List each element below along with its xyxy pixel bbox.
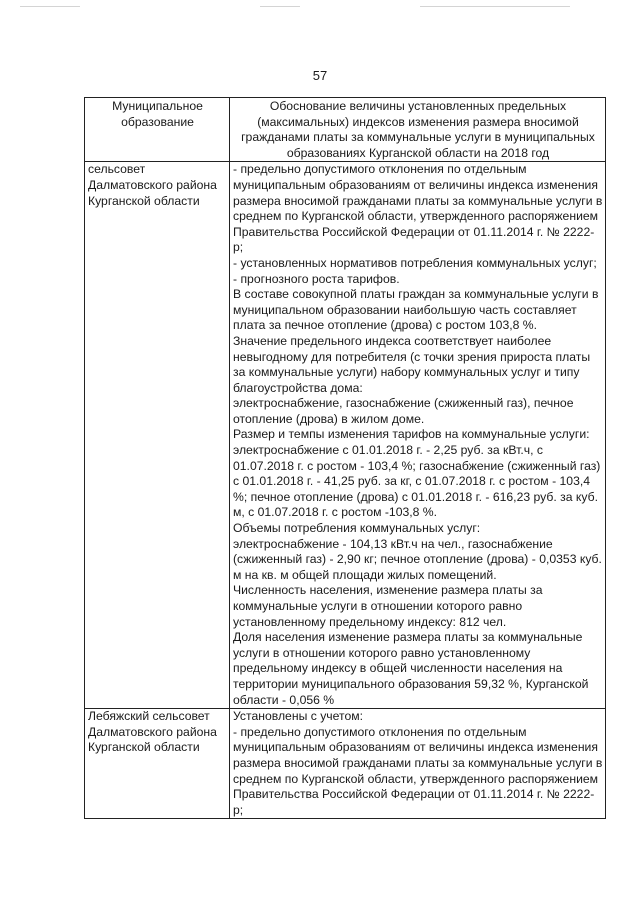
scan-artifact xyxy=(260,6,300,7)
table-row xyxy=(85,162,606,709)
justification-paragraph: - предельно допустимого отклонения по отдельным муниципальным образованиям от величины индекса изменения размера вносимой гражданами платы за коммунальные услуги в среднем по Курганской области, утвержденного распоряжением Правительства Российской Федерации от 01.11.2014 г. № 2222-р; xyxy=(233,162,603,255)
justification-paragraph: Размер и темпы изменения тарифов на коммунальные услуги: xyxy=(233,427,590,442)
municipality-name: сельсовет Далматовского района Курганской области xyxy=(85,162,230,709)
table-row xyxy=(85,709,606,819)
scan-artifact xyxy=(20,6,80,7)
justification-paragraph: - установленных нормативов потребления коммунальных услуг; xyxy=(233,255,597,270)
justification-paragraph: - прогнозного роста тарифов. xyxy=(233,271,400,286)
justification-paragraph: Доля населения изменение размера платы за коммунальные услуги в отношении которого равно установленному предельному индексу в общей численности населения на территории муниципального образования 59,32 %, Курганской области - 0,056 % xyxy=(233,630,589,707)
justification-paragraph: электроснабжение - 104,13 кВт.ч на чел., газоснабжение (сжиженный газ) - 2,90 кг; печное отопление (дрова) - 0,0353 куб. м на кв. м общей площади жилых помещений. xyxy=(233,536,602,582)
justification-paragraph: Значение предельного индекса соответствует наиболее невыгодному для потребителя (с точки зрения прироста платы за коммунальные услуги) набору коммунальных услуг и типу благоустройства дома: xyxy=(233,333,591,395)
justification-paragraph: В составе совокупной платы граждан за коммунальные услуги в муниципальном образовании наибольшую часть составляет плата за печное отопление (дрова) с ростом 103,8 %. xyxy=(233,287,599,333)
justification-paragraph: Объемы потребления коммунальных услуг: xyxy=(233,521,481,536)
justification-cell xyxy=(230,162,606,709)
justification-paragraph: Численность населения, изменение размера платы за коммунальные услуги в отношении которого равно установленному предельному индексу: 812 чел. xyxy=(233,583,543,629)
page-number: 57 xyxy=(312,68,328,83)
justification-cell xyxy=(230,709,606,819)
header-municipality: Муниципальное образование xyxy=(85,98,230,162)
table-header-row xyxy=(85,98,606,162)
justification-paragraph: электроснабжение с 01.01.2018 г. - 2,25 руб. за кВт.ч, с 01.07.2018 г. с ростом - 103,4 %; газоснабжение (сжиженный газ) с 01.01.2018 г. - 41,25 руб. за кг, с 01.07.2018 г. с ростом - 103,4 %; печное отопление (дрова) с 01.01.2018 г. - 616,23 руб. за куб. м, с 01.07.2018 г. с ростом -103,8 %. xyxy=(233,443,601,520)
scan-artifact xyxy=(420,6,570,7)
justification-paragraph: электроснабжение, газоснабжение (сжиженный газ), печное отопление (дрова) в жилом доме. xyxy=(233,396,574,426)
justification-paragraph: Установлены с учетом: xyxy=(233,709,363,724)
justification-paragraph: - предельно допустимого отклонения по отдельным муниципальным образованиям от величины индекса изменения размера вносимой гражданами платы за коммунальные услуги в среднем по Курганской области, утвержденного распоряжением Правительства Российской Федерации от 01.11.2014 г. № 2222-р; xyxy=(233,724,603,817)
municipality-name: Лебяжский сельсовет Далматовского района Курганской области xyxy=(85,709,230,819)
justification-table xyxy=(84,97,606,819)
header-justification: Обоснование величины установленных предельных (максимальных) индексов изменения размера вносимой гражданами платы за коммунальные услуги в муниципальных образованиях Курганской области на 2018 год xyxy=(230,98,606,162)
